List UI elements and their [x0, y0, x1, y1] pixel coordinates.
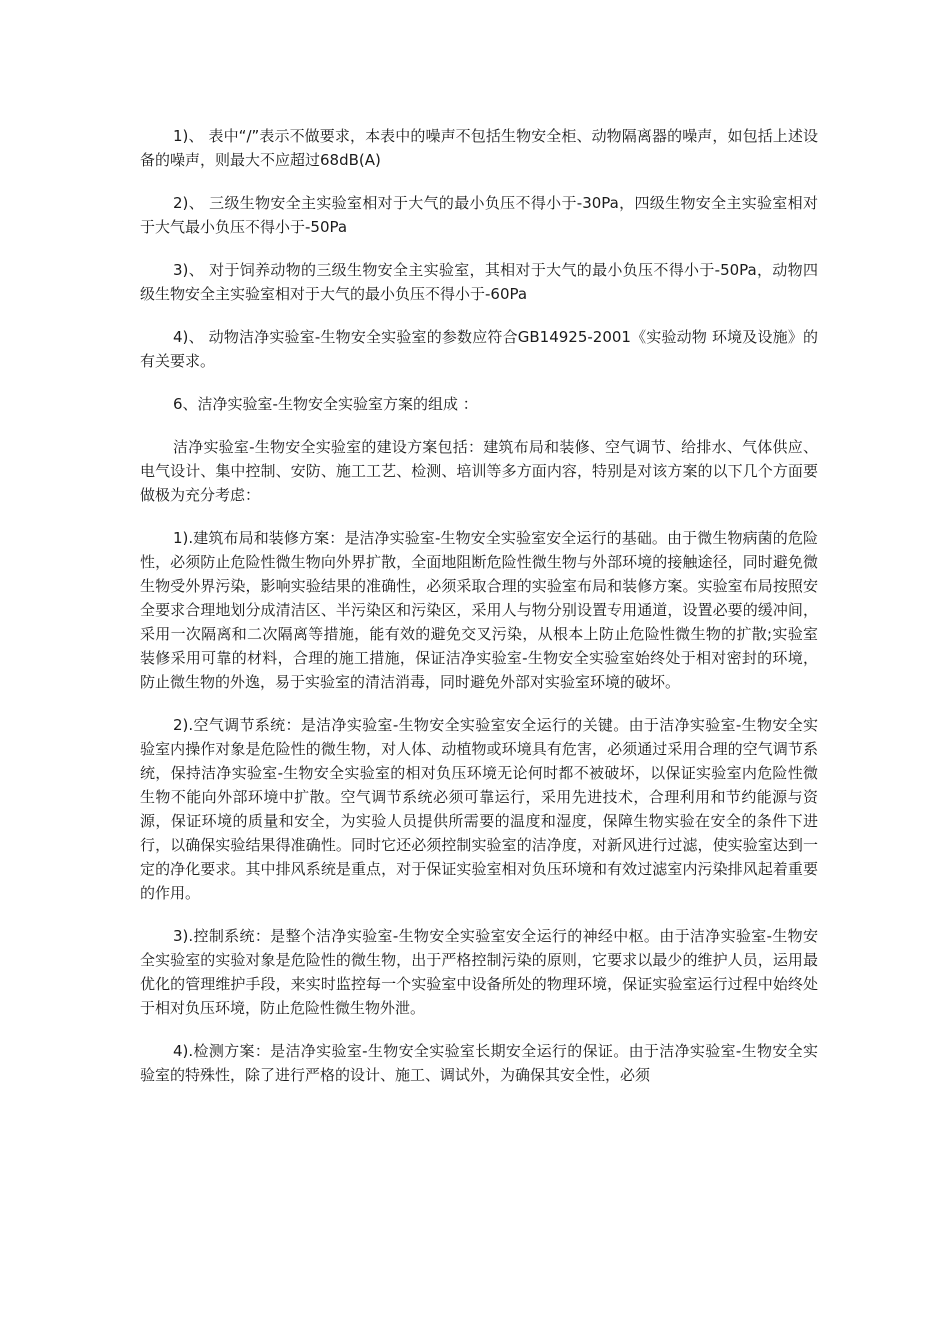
scheme-intro-paragraph: 洁净实验室-生物安全实验室的建设方案包括：建筑布局和装修、空气调节、给排水、气体供应、电气设计、集中控制、安防、施工工艺、检测、培训等多方面内容，特别是对该方案的以下几个方面要做极为充分考虑：: [140, 438, 818, 504]
building-layout-paragraph: 1).建筑布局和装修方案：是洁净实验室-生物安全实验室安全运行的基础。由于微生物病菌的危险性，必须防止危险性微生物向外界扩散，全面地阻断危险性微生物与外部环境的接触途径，同时避免微生物受外界污染，影响实验结果的准确性，必须采取合理的实验室布局和装修方案。实验室布局按照安全要求合理地划分成清洁区、半污染区和污染区，采用人与物分别设置专用通道，设置必要的缓冲间，采用一次隔离和二次隔离等措施，能有效的避免交叉污染，从根本上防止危险性微生物的扩散;实验室装修采用可靠的材料，合理的施工措施，保证洁净实验室-生物安全实验室始终处于相对密封的环境，防止微生物的外逸，易于实验室的清洁消毒，同时避免外部对实验室环境的破坏。: [140, 529, 818, 691]
note-2-paragraph: 2)、 三级生物安全主实验室相对于大气的最小负压不得小于-30Pa，四级生物安全主实验室相对于大气最小负压不得小于-50Pa: [140, 194, 818, 236]
section-6-heading: 6、洁净实验室-生物安全实验室方案的组成 ：: [173, 395, 478, 413]
note-1-paragraph: 1)、 表中“/”表示不做要求，本表中的噪声不包括生物安全柜、动物隔离器的噪声，如包括上述设备的噪声，则最大不应超过68dB(A): [140, 127, 818, 169]
note-4-paragraph: 4)、 动物洁净实验室-生物安全实验室的参数应符合GB14925-2001《实验动物 环境及设施》的有关要求。: [140, 328, 818, 370]
testing-scheme-paragraph: 4).检测方案：是洁净实验室-生物安全实验室长期安全运行的保证。由于洁净实验室-生物安全实验室的特殊性，除了进行严格的设计、施工、调试外，为确保其安全性，必须: [140, 1042, 818, 1084]
control-system-paragraph: 3).控制系统：是整个洁净实验室-生物安全实验室安全运行的神经中枢。由于洁净实验室-生物安全实验室的实验对象是危险性的微生物，出于严格控制污染的原则，它要求以最少的维护人员，运用最优化的管理维护手段，来实时监控每一个实验室中设备所处的物理环境，保证实验室运行过程中始终处于相对负压环境，防止危险性微生物外泄。: [140, 927, 818, 1017]
note-3-paragraph: 3)、 对于饲养动物的三级生物安全主实验室，其相对于大气的最小负压不得小于-50Pa，动物四级生物安全主实验室相对于大气的最小负压不得小于-60Pa: [140, 261, 818, 303]
document-body: [140, 124, 818, 1106]
air-conditioning-paragraph: 2).空气调节系统：是洁净实验室-生物安全实验室安全运行的关键。由于洁净实验室-生物安全实验室内操作对象是危险性的微生物，对人体、动植物或环境具有危害，必须通过采用合理的空气调节系统，保持洁净实验室-生物安全实验室的相对负压环境无论何时都不被破坏，以保证实验室内危险性微生物不能向外部环境中扩散。空气调节系统必须可靠运行，采用先进技术，合理利用和节约能源与资源，保证环境的质量和安全，为实验人员提供所需要的温度和湿度，保障生物实验在安全的条件下进行，以确保实验结果得准确性。同时它还必须控制实验室的洁净度，对新风进行过滤，使实验室达到一定的净化要求。其中排风系统是重点，对于保证实验室相对负压环境和有效过滤室内污染排风起着重要的作用。: [140, 716, 818, 902]
